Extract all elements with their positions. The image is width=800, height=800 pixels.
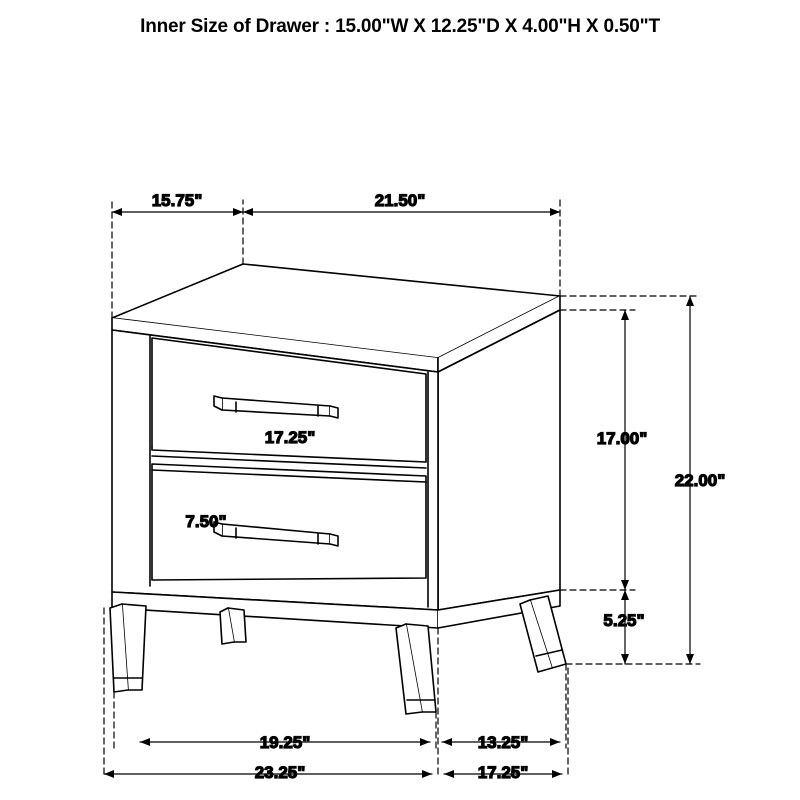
dim-label-base-front-width: 19.25" <box>259 733 311 752</box>
dim-label-overall-height: 22.00" <box>674 471 726 490</box>
leg-rear-right <box>520 596 566 672</box>
leg-rear-left <box>220 608 246 644</box>
dim-label-overall-width: 23.25" <box>254 763 306 782</box>
dim-label-drawer-width: 17.25" <box>264 428 316 447</box>
page-title: Inner Size of Drawer : 15.00"W X 12.25"D X 4.00"H X 0.50"T <box>140 16 660 37</box>
dim-overall-width <box>104 608 438 778</box>
dim-overall-depth <box>444 668 568 778</box>
dim-label-top-width: 21.50" <box>374 191 426 210</box>
dim-label-drawer-height: 7.50" <box>185 512 227 531</box>
dim-label-base-side-depth: 13.25" <box>477 733 529 752</box>
dim-label-top-depth: 15.75" <box>151 191 203 210</box>
dim-label-overall-depth: 17.25" <box>477 763 529 782</box>
dim-label-leg-height: 5.25" <box>603 611 645 630</box>
leg-front-right <box>396 624 436 714</box>
leg-front-left <box>110 604 146 692</box>
dim-label-case-height: 17.00" <box>596 429 648 448</box>
dim-case-height <box>560 310 635 590</box>
